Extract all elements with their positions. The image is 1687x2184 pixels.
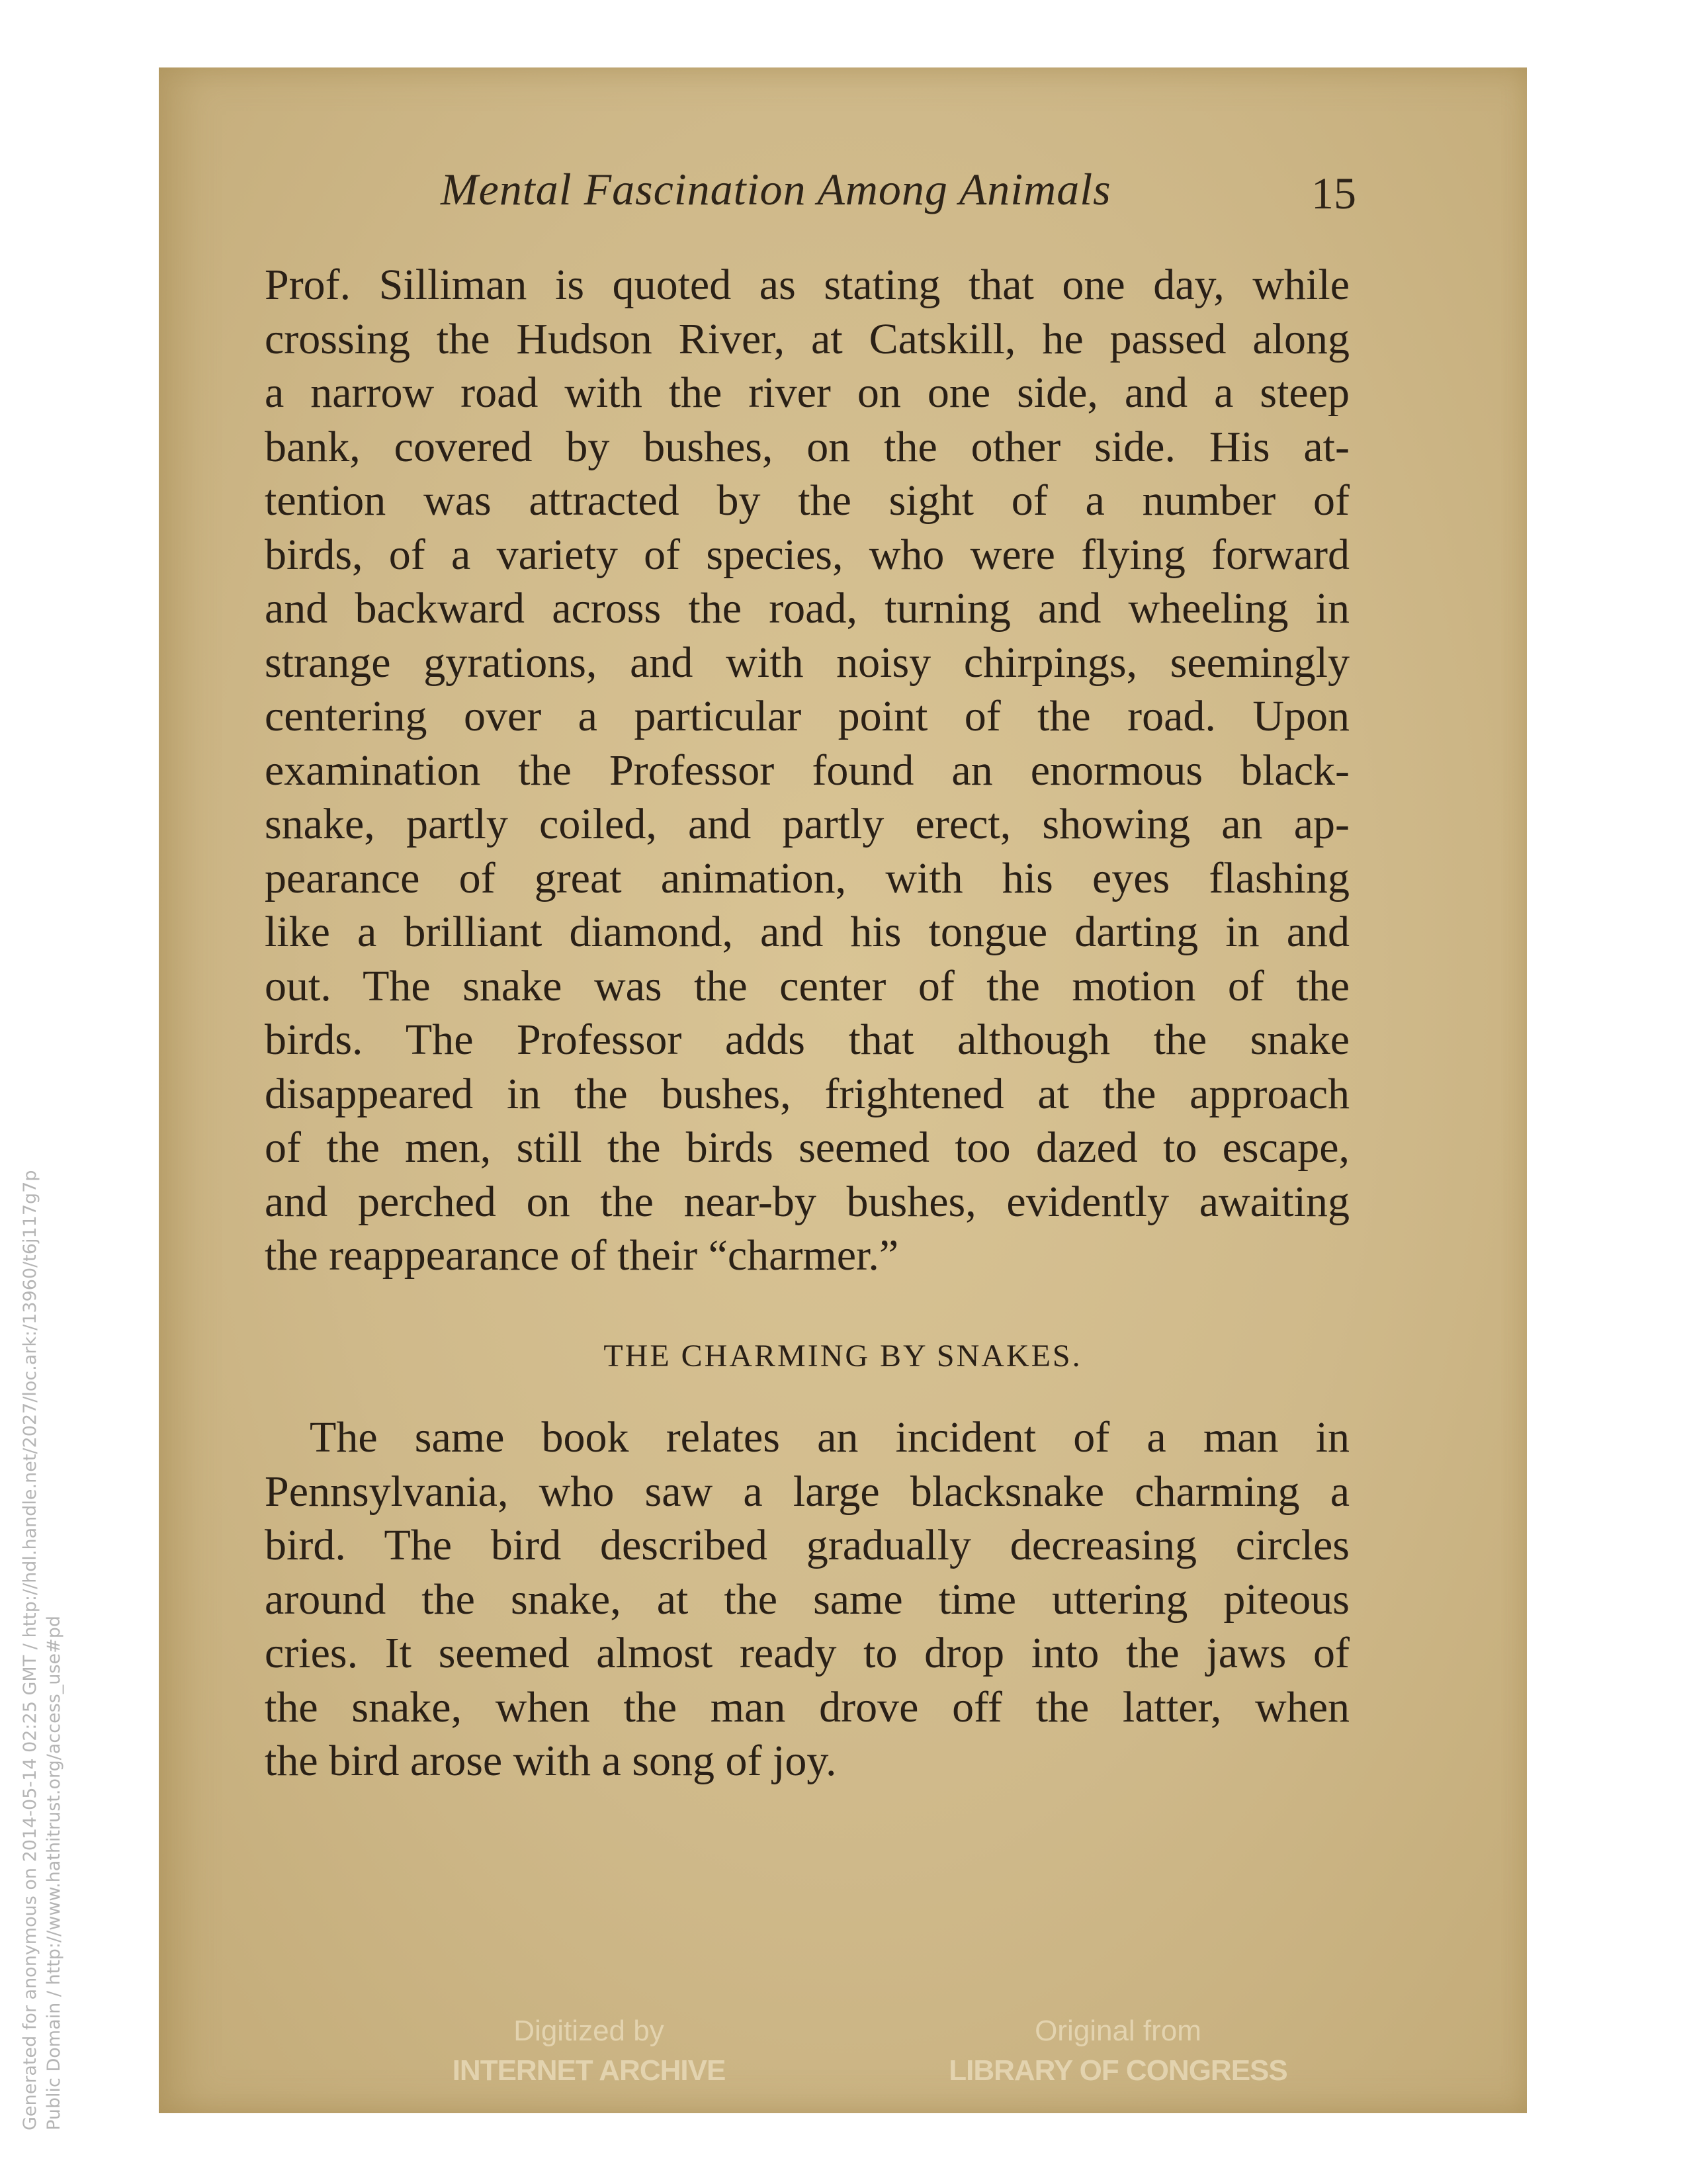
page-number: 15 — [1311, 168, 1356, 218]
watermark-line: Original from — [1035, 2015, 1201, 2047]
access-notice-line-1: Generated for anonymous on 2014-05-14 02:25 GMT / http://hdl.handle.net/2027/loc.ark:/13960/t6j117g7p — [20, 1170, 40, 2130]
text-line: pearance of great animation, with his eyes flashing — [265, 853, 1350, 902]
watermark-line: INTERNET ARCHIVE — [452, 2054, 726, 2087]
text-line: of the men, still the birds seemed too dazed to escape, — [265, 1123, 1350, 1172]
text-line: the snake, when the man drove off the latter, when — [265, 1682, 1350, 1731]
text-line: like a brilliant diamond, and his tongue darting in and — [265, 908, 1350, 956]
text-line: the reappearance of their “charmer.” — [265, 1231, 899, 1280]
text-line: Prof. Silliman is quoted as stating that one day, while — [265, 261, 1350, 309]
access-notice-line-2: Public Domain / http://www.hathitrust.org/access_use#pd — [44, 1615, 64, 2130]
text-line: Pennsylvania, who saw a large blacksnake charming a — [265, 1467, 1350, 1516]
text-line: examination the Professor found an enormous black- — [265, 746, 1350, 795]
text-line: strange gyrations, and with noisy chirpings, seemingly — [265, 638, 1350, 687]
text-line: cries. It seemed almost ready to drop into the jaws of — [265, 1629, 1350, 1677]
text-line: crossing the Hudson River, at Catskill, he passed along — [265, 314, 1350, 363]
paragraph-pennsylvania — [265, 1411, 1350, 1788]
running-header — [159, 163, 1527, 230]
text-line: snake, partly coiled, and partly erect, showing an ap- — [265, 800, 1350, 848]
text-line: and backward across the road, turning and wheeling in — [265, 584, 1350, 633]
text-line: the bird arose with a song of joy. — [265, 1737, 837, 1785]
watermark-line: Digitized by — [513, 2015, 664, 2047]
watermark-line: LIBRARY OF CONGRESS — [949, 2054, 1287, 2087]
running-title: Mental Fascination Among Animals — [441, 164, 1111, 214]
text-line: a narrow road with the river on one side, and a steep — [265, 369, 1350, 417]
original-from-watermark — [933, 2011, 1303, 2091]
text-line: The same book relates an incident of a man in — [310, 1413, 1350, 1462]
text-line: out. The snake was the center of the motion of the — [265, 961, 1350, 1010]
digitized-by-watermark — [437, 2011, 741, 2091]
text-line: birds, of a variety of species, who were flying forward — [265, 530, 1350, 579]
text-line: tention was attracted by the sight of a number of — [265, 476, 1350, 525]
access-notice — [19, 1006, 66, 2130]
section-heading: THE CHARMING BY SNAKES. — [603, 1338, 1082, 1374]
text-line: bank, covered by bushes, on the other side. His at- — [265, 422, 1350, 471]
scanned-page — [159, 67, 1527, 2113]
text-line: centering over a particular point of the road. Upon — [265, 692, 1350, 740]
text-line: and perched on the near-by bushes, evidently awaiting — [265, 1177, 1350, 1226]
text-line: disappeared in the bushes, frightened at the approach — [265, 1069, 1350, 1118]
text-line: around the snake, at the same time uttering piteous — [265, 1575, 1350, 1624]
paragraph-silliman — [265, 258, 1350, 1283]
text-line: birds. The Professor adds that although the snake — [265, 1016, 1350, 1064]
text-line: bird. The bird described gradually decreasing circles — [265, 1521, 1350, 1569]
